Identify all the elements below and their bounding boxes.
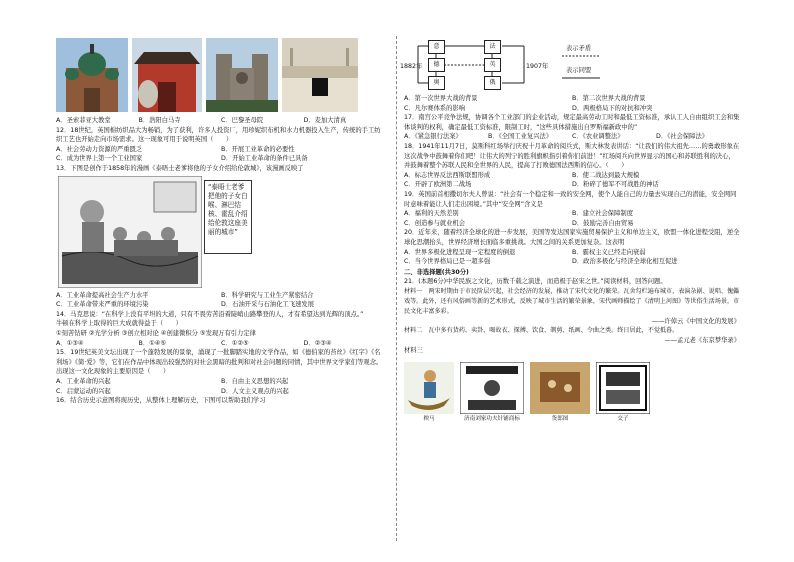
q17-option-d[interactable]: D．《社会保障法》 bbox=[656, 133, 709, 141]
q18-options bbox=[404, 171, 740, 190]
q19-options bbox=[404, 209, 740, 228]
caption-trademark: 济南刘家功夫针铺商标 bbox=[464, 415, 520, 422]
material-three-images bbox=[404, 362, 740, 425]
material-one-source: ——许倬云《中国文化的发展》 bbox=[651, 317, 740, 325]
yangma-image bbox=[404, 362, 454, 414]
cartoon-caption-bubble: “泰晤士老爹把他的子女白喉、淋巴结核、霍乱介绍给伦敦这座美丽的城市” bbox=[204, 180, 252, 254]
q12-stem: 12．18世纪，英国棉纺织品大为畅销，为了获利，许多人投资厂，用珍妮织布机和水力机器投入生产，传统的手工纺织工艺也开始走向市场需求。这一现象可用于说明英国（ ） bbox=[56, 126, 381, 144]
diagram-year-1882: 1882年 bbox=[400, 63, 423, 70]
thumb-liu-needle-shop-trademark bbox=[460, 362, 524, 425]
diagram-box-france: 法 bbox=[484, 40, 501, 54]
q15-option-b[interactable]: B．自由主义思想的兴起 bbox=[221, 377, 289, 385]
caption-peddler: 货郎图 bbox=[551, 415, 569, 422]
column-divider bbox=[396, 36, 397, 541]
q17-option-b[interactable]: B．《全国工业复兴法》 bbox=[488, 133, 553, 141]
trademark-image bbox=[460, 362, 524, 414]
q20-options bbox=[404, 248, 740, 267]
q15-stem: 15．19世纪英美文坛出现了一个蓬勃发展的景象，涌现了一批脚踏实地的文学作品，如《德伯家的苔丝》《红字》《名利场》《简·爱》等，它们在作品中体现出较强烈的对社会黑暗的批判和对社会问题的同情，其中世界文学家们等观念。出现这一文化现象的主要原因是（ ） bbox=[56, 349, 383, 376]
photo-mosque-kaaba bbox=[282, 38, 358, 112]
q16-option-c[interactable]: C．凡尔赛体系的影响 bbox=[404, 104, 466, 112]
peddler-image bbox=[530, 362, 590, 414]
material-two: 材料二 瓦中多有货药、卖卦、喝故衣、探搏、饮食、剃剪、纸画、令曲之类。终日居此，不觉抵暮。 bbox=[404, 327, 679, 335]
q14-options bbox=[56, 339, 386, 349]
q20-option-c[interactable]: C．当今世界格局已是一超多强 bbox=[404, 258, 491, 266]
thumb-yangma bbox=[404, 362, 454, 425]
thumb-peddler-painting bbox=[530, 362, 590, 425]
q18-option-a[interactable]: A．标志世界反法西斯联盟形成 bbox=[404, 171, 491, 179]
q18-option-d[interactable]: D．粉碎了德军不可战胜的神话 bbox=[572, 181, 659, 189]
q16-option-b[interactable]: B．第二次世界大战的背景 bbox=[572, 95, 646, 102]
caption-yangma: 秧马 bbox=[423, 415, 435, 422]
q14-option-a[interactable]: A．①③④ bbox=[56, 339, 84, 347]
diagram-box-russia: 俄 bbox=[484, 76, 501, 90]
q13-stem: 13．下图是创作于1858年的漫画《泰晤士老爹将他的子女介绍给伦敦城》，该漫画反映了 bbox=[56, 164, 304, 172]
q11-options bbox=[56, 116, 386, 126]
q12-option-b[interactable]: B．开展工业革命的必要性 bbox=[221, 145, 295, 153]
diagram-box-britain: 英 bbox=[484, 58, 501, 72]
material-three-label: 材料三 bbox=[404, 347, 423, 355]
q14-option-d[interactable]: D．②③④ bbox=[303, 339, 332, 347]
q11-option-b[interactable]: B．浩阳白马寺 bbox=[138, 117, 181, 124]
legend-alliance-label: 表示同盟 bbox=[566, 67, 592, 74]
q14-option-c[interactable]: C．①②⑤ bbox=[221, 339, 249, 347]
photo-gothic-cathedral bbox=[206, 38, 278, 112]
q17-options bbox=[404, 132, 740, 142]
q19-option-c[interactable]: C．创造参与就业机会 bbox=[404, 219, 466, 227]
q13-cartoon bbox=[58, 176, 258, 288]
diagram-box-italy: 意 bbox=[428, 40, 445, 54]
q15-options bbox=[56, 377, 386, 396]
section-heading-non-choice: 二、非选择题(共30分) bbox=[404, 268, 469, 276]
photo-temple-gate bbox=[132, 38, 202, 112]
caption-jiaozi: 交子 bbox=[617, 415, 629, 422]
photo-cathedral-domes bbox=[56, 38, 128, 112]
q15-option-d[interactable]: D．人文主义观点的兴起 bbox=[221, 387, 289, 395]
q16-options bbox=[404, 94, 740, 113]
q17-option-c[interactable]: C．《农业调整法》 bbox=[572, 133, 624, 141]
q11-photos bbox=[56, 38, 386, 112]
q20-option-a[interactable]: A．世界多极化进程呈现一定程度的倒退 bbox=[404, 248, 516, 256]
q12-option-a[interactable]: A．社会劳动力资源的严重匮乏 bbox=[56, 145, 143, 153]
q14-stem: 14．马克思说：“在科学上没有平坦的大道，只有不畏劳苦沿着陡峭山路攀登的人，才有希望达到光辉的顶点。” bbox=[56, 310, 364, 318]
cartoon-illustration bbox=[58, 176, 202, 288]
q12-options bbox=[56, 145, 386, 164]
q16-stem: 16．结合历史示意图将现历史，从整体上理解历史，下图可以帮助我们学习 bbox=[56, 397, 266, 405]
alliance-diagram bbox=[400, 38, 740, 92]
q13-options bbox=[56, 291, 386, 310]
q19-option-a[interactable]: A．福利的天然差别 bbox=[404, 210, 459, 218]
q20-option-b[interactable]: B．霸权主义已经走向衰弱 bbox=[572, 248, 646, 256]
left-column bbox=[56, 38, 386, 406]
q15-option-a[interactable]: A．工业革命的兴起 bbox=[56, 377, 111, 385]
q20-stem: 20．近年来，随着经济全球化的进一步发展，美国等发达国家实施贸易保护主义和单边主义，欧盟一体化进程受阻，逆全球化思潮抬头，世界经济增长面临多重挑战。大国之间的关系更加复杂。这表明 bbox=[404, 229, 740, 246]
q12-option-d[interactable]: D．开始工业革命的条件已具备 bbox=[221, 155, 308, 163]
legend-conflict-label: 表示矛盾 bbox=[566, 45, 592, 52]
q13-option-c[interactable]: C．工业革命带来严重的环境污染 bbox=[56, 301, 149, 309]
q14-option-b[interactable]: B．①④⑤ bbox=[138, 339, 167, 347]
q17-option-a[interactable]: A．《紧急银行法案》 bbox=[404, 133, 462, 141]
q11-option-a[interactable]: A．圣索菲亚大教堂 bbox=[56, 117, 111, 124]
q14-items: ①刻苦钻研 ②光学分析 ③创立相对论 ④创建微积分 ⑤发现万有引力定律 bbox=[56, 329, 256, 337]
q21-stem: 21．(本题6分)中华民族之文化，历数千载之演进，而造极于赵宋之世。”阅读材料，回答问题。 bbox=[404, 278, 667, 286]
q11-option-d[interactable]: D．麦加大清真 bbox=[303, 117, 347, 124]
jiaozi-image bbox=[596, 362, 650, 414]
thumb-jiaozi bbox=[596, 362, 650, 425]
q16-option-a[interactable]: A．第一次世界大战的背景 bbox=[404, 95, 478, 102]
q19-option-d[interactable]: D．鼓励完善自由贸易 bbox=[572, 219, 634, 227]
diagram-year-1907: 1907年 bbox=[526, 63, 549, 70]
q16-option-d[interactable]: D．两极格局下的对抗和冲突 bbox=[572, 104, 653, 112]
q19-stem: 19．英国前首相撒切尔夫人曾说：“社会有一个稳定和一致的安全网，使个人能自己的力量去实现自己的潜能，安全网同时意味着能让人们走出困境。”其中“安全网”含义是 bbox=[404, 190, 737, 208]
q12-option-c[interactable]: C．成为世界上第一个工业国家 bbox=[56, 155, 143, 163]
right-column bbox=[400, 38, 740, 424]
diagram-box-austria: 奥 bbox=[428, 76, 445, 90]
q20-option-d[interactable]: D．政治多极化与经济全球化相互促进 bbox=[572, 258, 678, 266]
q11-option-c[interactable]: C．巴黎圣母院 bbox=[221, 117, 264, 124]
q13-option-b[interactable]: B．科学研究与工业生产紧密结合 bbox=[221, 291, 314, 299]
q19-option-b[interactable]: B．建立社会保障制度 bbox=[572, 210, 633, 218]
q13-option-a[interactable]: A．工业革命提高社会生产力水平 bbox=[56, 291, 149, 299]
q14-stem-continued: 牛顿在科学上取得的巨大成就得益于（ ） bbox=[56, 320, 182, 328]
q13-option-d[interactable]: D．石油开采与石油化工飞速发展 bbox=[221, 301, 315, 309]
q18-option-b[interactable]: B．使二战达到最大规模 bbox=[572, 171, 640, 179]
q18-stem: 18．1941年11月7日，莫斯科红场举行庆祝十月革命的阅兵式，斯大林发表讲话：“让我们的伟大祖先……的勇敢形象在这次战争中鼓舞着你们吧！让伟大的列宁的胜利旗帜指引着你们前进！”红场阅兵向世界显示的国心和苏联胜利的决心，并鼓舞着整个苏联人民和全世界的人民，提高了打败德国法西斯的信心。（ ） bbox=[404, 142, 740, 170]
q18-option-c[interactable]: C．开辟了欧洲第二战场 bbox=[404, 181, 472, 189]
q15-option-c[interactable]: C．启蒙运动的兴起 bbox=[56, 387, 111, 395]
material-one: 材料一 两宋时期由于市民阶层兴起，社会经济的发展，推动了宋代文化的繁荣。瓦舍勾栏遍布城市，表演杂剧、说唱、傀儡戏等。此外，还有风俗画等新的艺术形式，反映了城市生活的繁荣景象，宋代画师描绘了《清明上河图》等世俗生活场景，市民文化丰富多彩。 bbox=[404, 287, 740, 315]
diagram-box-germany: 德 bbox=[428, 58, 445, 72]
material-two-source: ——孟元老《东京梦华录》 bbox=[664, 337, 740, 345]
q17-stem: 17．南宫公平竞争法规，协调各个工业部门的企业活动，规定最高劳动工时和最低工资标准，承认工人自由组织工会和集体谈判的权利，确定最低工资标准，限制工时，“这些具体措施出自罗斯福新政中的” bbox=[404, 114, 740, 131]
